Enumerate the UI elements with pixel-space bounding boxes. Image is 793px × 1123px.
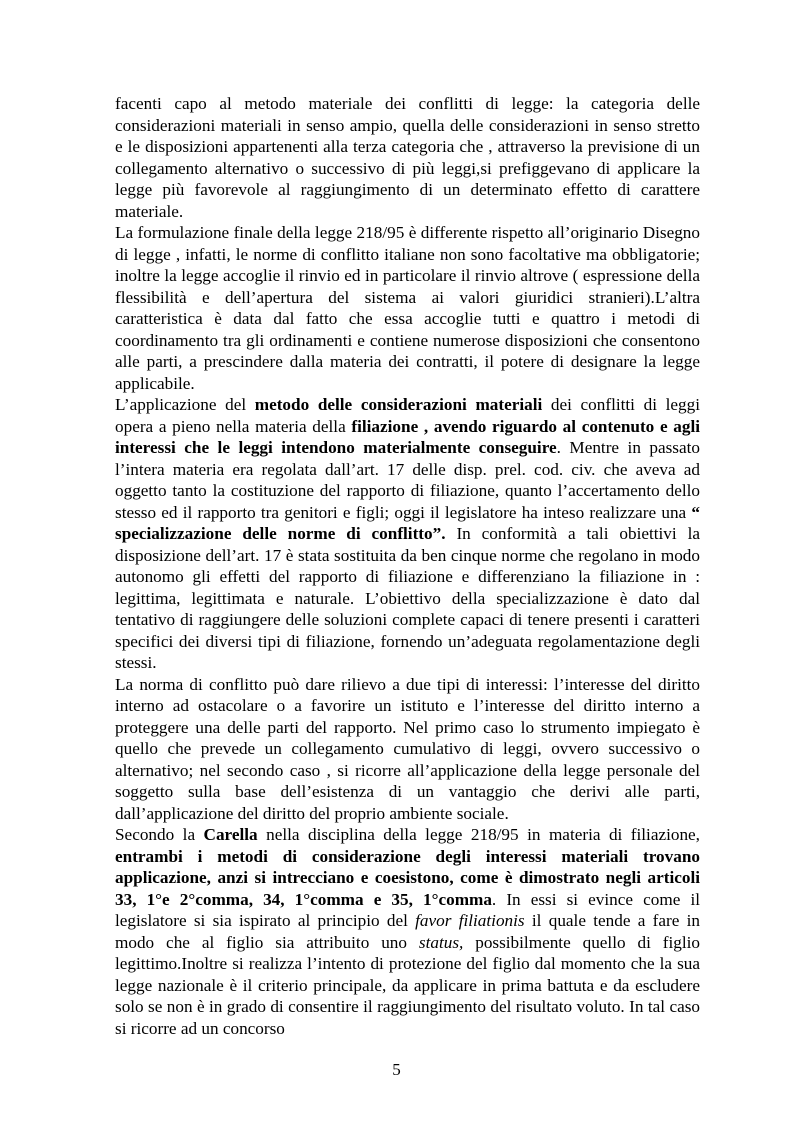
text-segment: il quale tende a fare in modo che al figlio sia attribuito uno: [115, 911, 700, 952]
bold-text: filiazione , avendo riguardo al contenuto e agli interessi che le leggi intendono materialmente conseguire: [115, 416, 700, 457]
body-text: [115, 93, 700, 1039]
text-segment: La norma di conflitto può dare rilievo a due tipi di interessi: l’interesse del diritto interno ad ostacolare o a favorire un istituto e l’interesse del diritto interno a proteggere una delle parti del rapporto. Nel primo caso lo strumento impiegato è quello che prevede un collegamento cumulativo di leggi, ovvero successivo o alternativo; nel secondo caso , si ricorre all’applicazione della legge personale del soggetto sulla base dell’esistenza di un vantaggio che derivi alle parti, dall’applicazione del diritto del proprio ambiente sociale.: [115, 674, 700, 823]
italic-text: status,: [418, 932, 464, 952]
text-segment: In conformità a tali obiettivi la disposizione dell’art. 17 è stata sostituita da ben cinque norme che regolano in modo autonomo gli effetti del rapporto di filiazione e differenziano la filiazione in : legittima, legittimata e naturale. L’obiettivo della specializzazione è dato dal tentativo di raggiungere delle soluzioni complete capaci di tenere presenti i caratteri specifici dei diversi tipi di filiazione, fornendo un’adeguata regolamentazione degli stessi.: [115, 524, 700, 672]
text-segment: Secondo la: [115, 825, 204, 844]
text-segment: . In essi si evince come il legislatore si sia ispirato al principio del: [115, 889, 700, 930]
text-segment: facenti capo al metodo materiale dei conflitti di legge: la categoria delle considerazioni materiali in senso ampio, quella delle considerazioni in senso stretto e le disposizioni appartenenti alla terza categoria che , attraverso la previsione di un collegamento alternativo o successivo di più leggi,si prefiggevano di applicare la legge più favorevole al raggiungimento di un determinato effetto di carattere materiale.: [115, 94, 700, 221]
bold-text: Carella: [203, 825, 258, 844]
text-segment: nella disciplina della legge 218/95 in materia di filiazione,: [257, 825, 700, 844]
paragraph-5: [115, 824, 700, 1039]
text-segment: . Mentre in passato l’intera materia era regolata dall’art. 17 delle disp. prel. cod. civ. che aveva ad oggetto tanto la costituzione del rapporto di filiazione, quanto l’accertamento dello stesso ed il rapporto tra genitori e figli; oggi il legislatore ha inteso realizzare una: [115, 438, 700, 522]
paragraph-2: [115, 222, 700, 394]
bold-text: entrambi i metodi di considerazione degli interessi materiali trovano applicazione, anzi si intrecciano e coesistono, come è dimostrato negli articoli 33, 1°e 2°comma, 34, 1°comma e 35, 1°comma: [115, 846, 700, 909]
bold-text: “ specializzazione delle norme di conflitto”.: [115, 502, 700, 543]
text-segment: dei conflitti di leggi opera a pieno nella materia della: [115, 395, 700, 436]
paragraph-3: [115, 394, 700, 674]
italic-text: favor filiationis: [415, 911, 525, 930]
bold-text: metodo delle considerazioni materiali: [254, 395, 543, 414]
text-segment: L’applicazione del: [115, 395, 255, 414]
page-number: 5: [392, 1060, 401, 1079]
paragraph-1: [115, 93, 700, 222]
paragraph-4: [115, 674, 700, 825]
text-segment: La formulazione finale della legge 218/95 è differente rispetto all’originario Disegno di legge , infatti, le norme di conflitto italiane non sono facoltative ma obbligatorie; inoltre la legge accoglie il rinvio ed in particolare il rinvio altrove ( espressione della flessibilità e dell’apertura del sistema ai valori giuridici stranieri).L’altra caratteristica è data dal fatto che essa accoglie tutti e quattro i metodi di coordinamento tra gli ordinamenti e contiene numerose disposizioni che consentono alle parti, a prescindere dalla materia dei contratti, il potere di designare la legge applicabile.: [115, 223, 700, 393]
text-segment: possibilmente quello di figlio legittimo.Inoltre si realizza l’intento di protezione del figlio dal momento che la sua legge nazionale è il criterio principale, da applicare in prima battuta e da escludere solo se non è in grado di consentire il raggiungimento del risultato voluto. In tal caso si ricorre ad un concorso: [115, 932, 700, 1038]
